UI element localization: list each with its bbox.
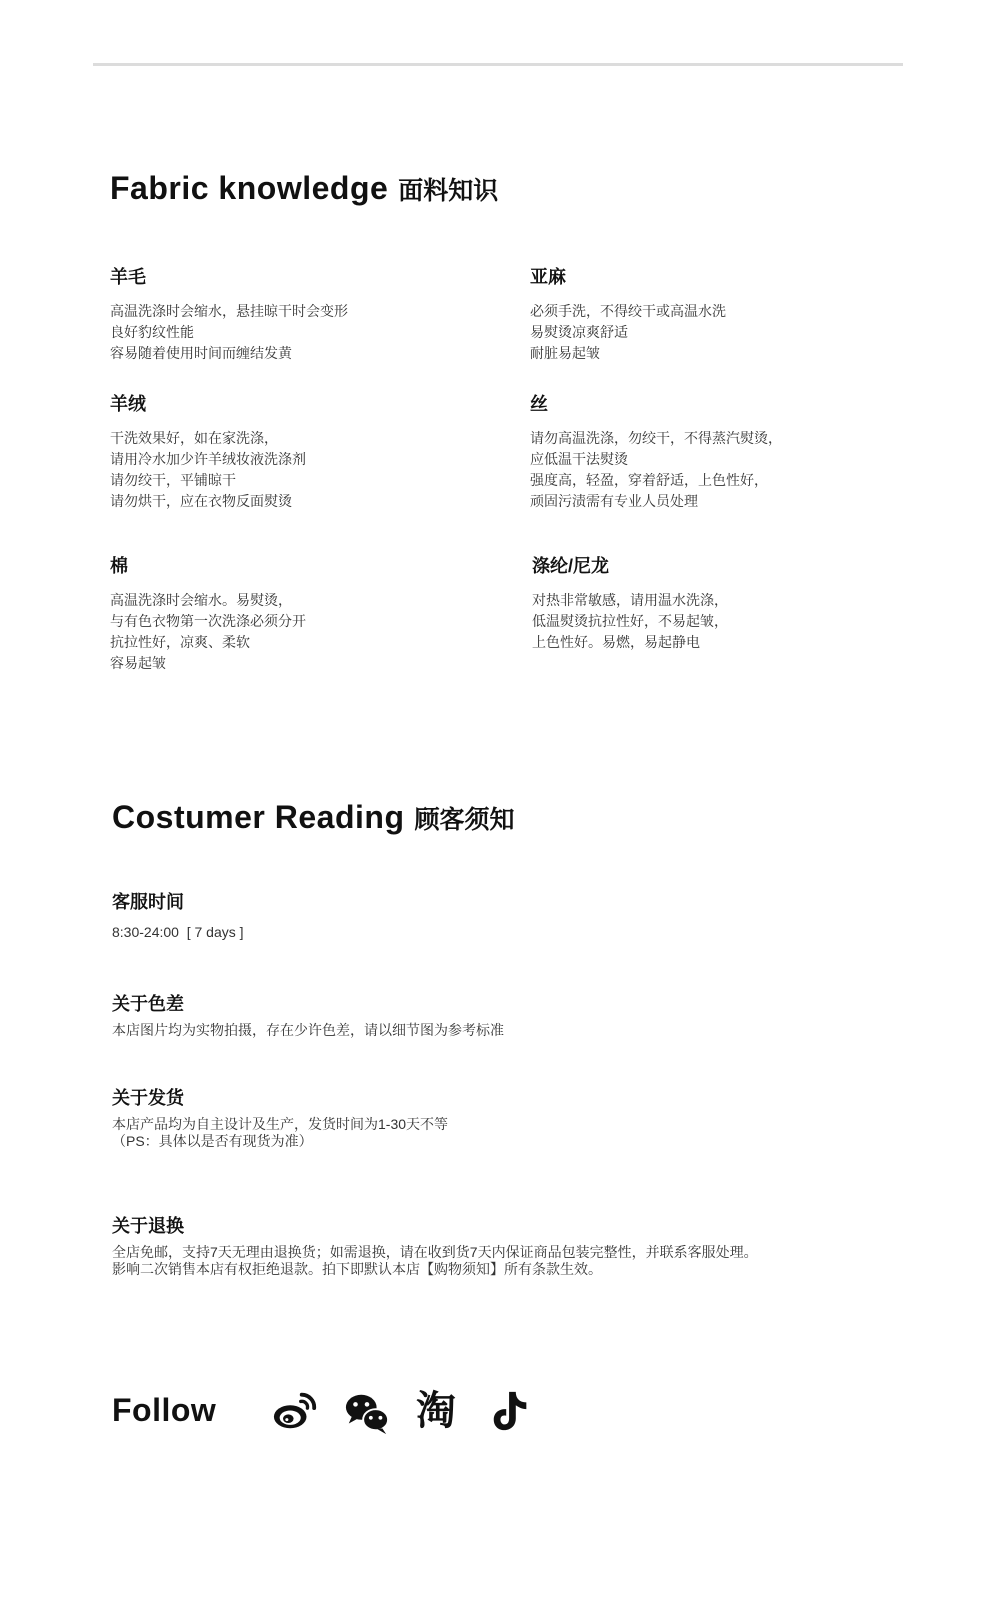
fabric-item-name: 涤纶/尼龙: [532, 556, 610, 576]
fabric-item-line: 请用冷水加少许羊绒妆液洗涤剂: [110, 451, 306, 467]
info-line: 本店图片均为实物拍摄，存在少许色差，请以细节图为参考标准: [112, 1022, 504, 1038]
fabric-item-silk: [530, 390, 910, 512]
fabric-item-name: 棉: [110, 556, 128, 576]
fabric-item-wool: [110, 263, 490, 364]
weibo-icon[interactable]: [272, 1388, 318, 1434]
customer-section-title: [112, 799, 515, 836]
fabric-item-line: 耐脏易起皱: [530, 345, 600, 361]
fabric-item-name: 羊绒: [110, 394, 146, 414]
fabric-item-line: 高温洗涤时会缩水，悬挂晾干时会变形: [110, 303, 348, 319]
fabric-section-title: [110, 170, 498, 207]
fabric-item-line: 良好豹纹性能: [110, 324, 194, 340]
follow-label: Follow: [112, 1392, 217, 1428]
fabric-item-line: 与有色衣物第一次洗涤必须分开: [110, 613, 306, 629]
fabric-item-line: 抗拉性好，凉爽、柔软: [110, 634, 250, 650]
info-heading: 客服时间: [112, 892, 184, 912]
fabric-item-line: 容易随着使用时间而缠结发黄: [110, 345, 292, 361]
return-note: [112, 1212, 912, 1278]
fabric-item-line: 易熨烫凉爽舒适: [530, 324, 628, 340]
info-heading: 关于色差: [112, 994, 184, 1014]
fabric-item-name: 亚麻: [530, 267, 566, 287]
info-line: 本店产品均为自主设计及生产，发货时间为1-30天不等: [112, 1116, 449, 1132]
fabric-item-line: 对热非常敏感，请用温水洗涤，: [532, 592, 728, 608]
fabric-item-line: 应低温干法熨烫: [530, 451, 628, 467]
customer-title-en: Costumer Reading: [112, 799, 405, 835]
info-line: 8:30-24:00 [ 7 days ]: [112, 924, 244, 940]
fabric-item-cotton: [110, 552, 490, 674]
fabric-item-line: 请勿高温洗涤，勿绞干，不得蒸汽熨烫，: [530, 430, 782, 446]
info-line: 影响二次销售本店有权拒绝退款。拍下即默认本店【购物须知】所有条款生效。: [112, 1261, 602, 1277]
fabric-item-name: 丝: [530, 394, 548, 414]
fabric-item-linen: [530, 263, 910, 364]
fabric-item-line: 强度高，轻盈，穿着舒适，上色性好，: [530, 472, 768, 488]
fabric-item-polyester-nylon: [532, 552, 912, 653]
info-heading: 关于退换: [112, 1216, 184, 1236]
wechat-icon[interactable]: [344, 1390, 390, 1436]
fabric-item-line: 顽固污渍需有专业人员处理: [530, 493, 698, 509]
fabric-item-line: 上色性好。易燃，易起静电: [532, 634, 700, 650]
fabric-item-line: 必须手洗，不得绞干或高温水洗: [530, 303, 726, 319]
info-heading: 关于发货: [112, 1088, 184, 1108]
fabric-item-line: 请勿烘干，应在衣物反面熨烫: [110, 493, 292, 509]
info-line: 全店免邮，支持7天无理由退换货；如需退换，请在收到货7天内保证商品包装完整性，并联系客服处理。: [112, 1244, 758, 1260]
info-line: （PS：具体以是否有现货为准）: [112, 1133, 313, 1149]
customer-title-zh: 顾客须知: [414, 806, 515, 834]
tiktok-icon[interactable]: [488, 1388, 534, 1434]
fabric-item-line: 干洗效果好，如在家洗涤，: [110, 430, 278, 446]
fabric-item-line: 请勿绞干，平铺晾干: [110, 472, 236, 488]
color-difference-note: [112, 990, 912, 1039]
fabric-item-cashmere: [110, 390, 490, 512]
top-divider: [93, 63, 903, 66]
fabric-item-line: 容易起皱: [110, 655, 166, 671]
fabric-title-en: Fabric knowledge: [110, 170, 389, 206]
fabric-item-name: 羊毛: [110, 267, 146, 287]
service-hours: [112, 888, 912, 941]
fabric-item-line: 高温洗涤时会缩水。易熨烫，: [110, 592, 292, 608]
taobao-icon[interactable]: 淘: [416, 1389, 456, 1433]
fabric-item-line: 低温熨烫抗拉性好，不易起皱，: [532, 613, 728, 629]
fabric-title-zh: 面料知识: [398, 177, 499, 205]
shipping-note: [112, 1084, 912, 1150]
